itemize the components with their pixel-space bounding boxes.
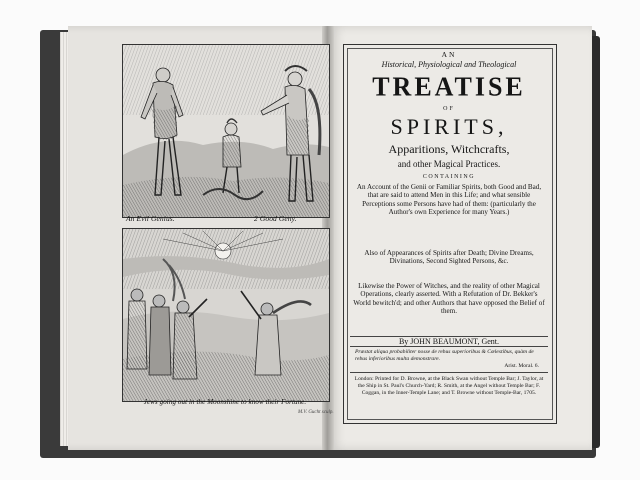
- caption-evil-genius: An Evil Genius.: [126, 214, 175, 223]
- title-aristotle: Arist. Moral. 6.: [504, 363, 539, 369]
- title-treatise: TREATISE: [372, 71, 526, 102]
- title-spirits: SPIRITS,: [390, 114, 508, 139]
- title-apparitions: Apparitions, Witchcrafts,: [388, 142, 510, 156]
- caption-good-genius: 2 Good Geny.: [254, 214, 297, 223]
- title-historical: Historical, Physiological and Theological: [381, 60, 517, 69]
- caption-moonshine: Jews going out in the Moonshine to know their Fortune.: [143, 398, 307, 406]
- ground: [123, 177, 329, 217]
- title-imprint: London: Printed for D. Browne, at the Black Swan without Temple Bar; J. Taylor, at the Ship in St. Paul's Church-Yard; R. Smith, at the Angel without Temple Bar; F. Coggan, in the Inner-Temple Lane; and T. Browne without Temple-Bar, 1705.: [354, 376, 544, 396]
- title-author: By JOHN BEAUMONT, Gent.: [398, 337, 500, 346]
- title-of: OF: [443, 106, 455, 112]
- rule-3: [350, 372, 548, 373]
- title-an: AN: [441, 50, 457, 59]
- moonshine-engraving-svg: [123, 229, 329, 401]
- title-containing: CONTAINING: [422, 174, 476, 180]
- engraving-top: [122, 44, 330, 218]
- title-body-witches: Likewise the Power of Witches, and the reality of other Magical Operations, clearly asserted. With a Refutation of Dr. Bekker's World bewitch'd; and other Authors that have opposed the Belief of them.: [353, 282, 545, 316]
- title-body-appearances: Also of Appearances of Spirits after Death; Divine Dreams, Divinations, Second Sighted Persons, &c.: [364, 249, 534, 266]
- engraver-signature: M.V. Gucht sculp.: [298, 410, 334, 415]
- title-body-genii: An Account of the Genii or Familiar Spirits, both Good and Bad, that are said to attend Men in this Life; and what sensible Perceptions some Persons have had of them: (particularly the Author's own Experience for many Years.): [356, 183, 542, 217]
- genius-engraving-svg: [123, 45, 329, 217]
- title-magical-practices: and other Magical Practices.: [397, 159, 501, 169]
- engraving-bottom: [122, 228, 330, 402]
- rule-2: [350, 346, 548, 347]
- title-latin-motto: Præstat aliqua probabiliter nosse de rebus superioribus & Cœlestibus, quàm de rebus inferioribus multa demonstrare.: [355, 349, 534, 362]
